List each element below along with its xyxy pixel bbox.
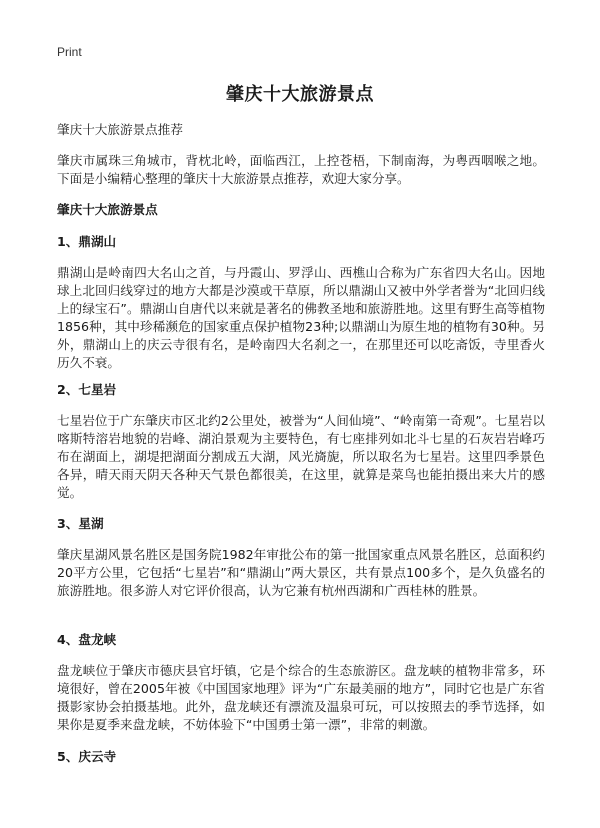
item-text-xinghu: 肇庆星湖风景名胜区是国务院1982年审批公布的第一批国家重点风景名胜区，总面积约20平方公里，它包括“七星岩”和“鼎湖山”两大景区，共有景点100多个，是久负盛名的旅游胜地。很多游人对它评价很高，认为它兼有杭州西湖和广西桂林的胜景。 — [57, 547, 545, 598]
subtitle-text: 肇庆十大旅游景点推荐 — [57, 122, 183, 137]
item-text-dinghushan: 鼎湖山是岭南四大名山之首，与丹霞山、罗浮山、西樵山合称为广东省四大名山。因地球上北回归线穿过的地方大都是沙漠或干草原，所以鼎湖山又被中外学者誉为“北回归线上的绿宝石”。鼎湖山自唐代以来就是著名的佛教圣地和旅游胜地。这里有野生高等植物1856种，其中珍稀濒危的国家重点保护植物23种;以鼎湖山为原生地的植物有30种。另外，鼎湖山上的庆云寺很有名，是岭南四大名刹之一，在那里还可以吃斋饭，寺里香火历久不衰。 — [57, 265, 545, 370]
item-heading-xinghu: 3、星湖 — [57, 516, 104, 531]
item-text-panlongxia: 盘龙峡位于肇庆市德庆县官圩镇，它是个综合的生态旅游区。盘龙峡的植物非常多，环境很好，曾在2005年被《中国国家地理》评为“广东最美丽的地方”，同时它也是广东省摄影家协会拍摄基地。此外，盘龙峡还有漂流及温泉可玩，可以按照去的季节选择，如果你是夏季来盘龙峡，不妨体验下“中国勇士第一漂”，非常的刺激。 — [57, 663, 545, 732]
print-link[interactable]: Print — [57, 45, 82, 59]
item-heading-dinghushan: 1、鼎湖山 — [57, 234, 117, 249]
intro-paragraph: 肇庆市属珠三角城市，背枕北岭，面临西江，上控苍梧，下制南海，为粤西咽喉之地。下面是小编精心整理的肇庆十大旅游景点推荐，欢迎大家分享。 — [57, 153, 545, 186]
page-title: 肇庆十大旅游景点 — [226, 84, 374, 105]
item-heading-qixingyan: 2、七星岩 — [57, 382, 117, 397]
item-heading-qingyunsi: 5、庆云寺 — [57, 749, 117, 764]
item-heading-panlongxia: 4、盘龙峡 — [57, 632, 117, 647]
item-text-qixingyan: 七星岩位于广东肇庆市区北约2公里处，被誉为“人间仙境”、“岭南第一奇观”。七星岩以喀斯特溶岩地貌的岩峰、湖泊景观为主要特色，有七座排列如北斗七星的石灰岩岩峰巧布在湖面上，湖堤把湖面分割成五大湖，风光旖旎，所以取名为七星岩。这里四季景色各异，晴天雨天阴天各种天气景色都很美，在这里，就算是菜鸟也能拍摄出来大片的感觉。 — [57, 413, 545, 500]
section-heading: 肇庆十大旅游景点 — [57, 202, 158, 217]
